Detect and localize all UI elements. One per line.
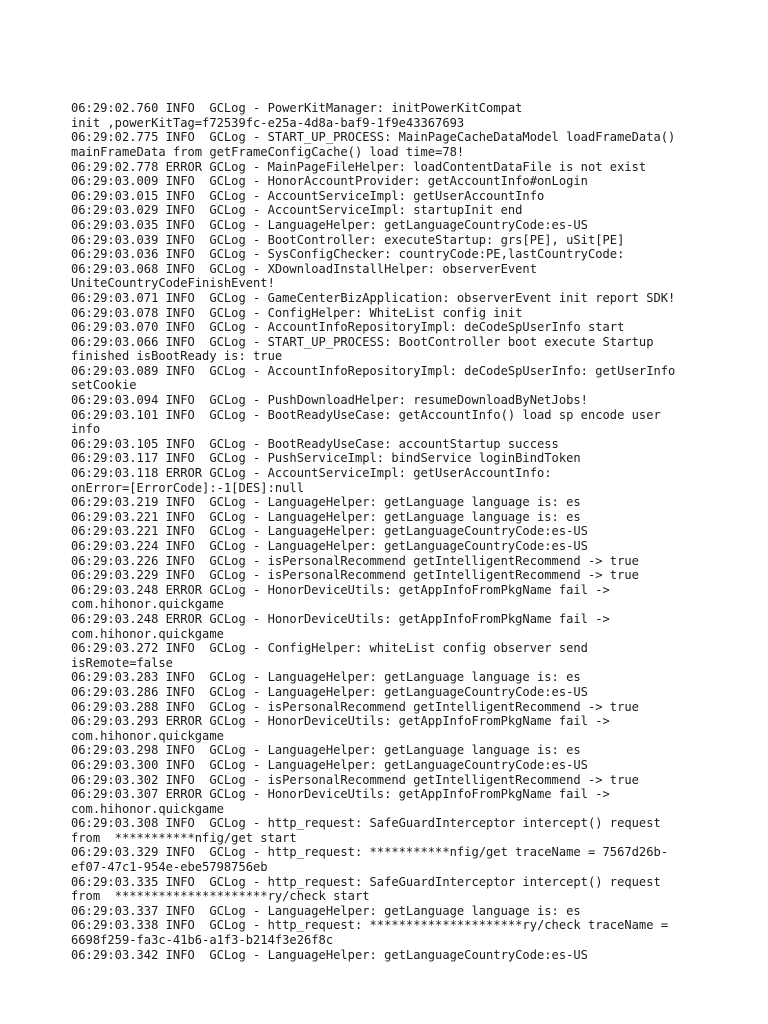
log-line: 06:29:02.778 ERROR GCLog - MainPageFileHelper: loadContentDataFile is not exist: [71, 159, 647, 174]
log-line: 06:29:03.286 INFO GCLog - LanguageHelper: getLanguageCountryCode:es-US: [71, 684, 588, 699]
log-line: 06:29:03.015 INFO GCLog - AccountServiceImpl: getUserAccountInfo: [71, 188, 545, 203]
log-line: 06:29:03.300 INFO GCLog - LanguageHelper: getLanguageCountryCode:es-US: [71, 757, 588, 772]
log-line: from *********************ry/check start: [71, 889, 370, 904]
log-line: com.hihonor.quickgame: [71, 597, 224, 612]
log-line: 06:29:03.039 INFO GCLog - BootController: executeStartup: grs[PE], uSit[PE]: [71, 232, 625, 247]
log-line: 06:29:03.329 INFO GCLog - http_request: ***********nfig/get traceName = 7567d26b-: [71, 845, 669, 860]
log-line: 06:29:03.029 INFO GCLog - AccountServiceImpl: startupInit end: [71, 203, 523, 218]
log-line: from ***********nfig/get start: [71, 830, 297, 845]
log-line: 06:29:03.009 INFO GCLog - HonorAccountProvider: getAccountInfo#onLogin: [71, 174, 588, 189]
log-line: 06:29:03.101 INFO GCLog - BootReadyUseCase: getAccountInfo() load sp encode user: [71, 407, 661, 422]
log-line: onError=[ErrorCode]:-1[DES]:null: [71, 480, 304, 495]
log-line: 06:29:03.302 INFO GCLog - isPersonalRecommend getIntelligentRecommend -> true: [71, 772, 639, 787]
log-line: 06:29:03.293 ERROR GCLog - HonorDeviceUtils: getAppInfoFromPkgName fail ->: [71, 714, 610, 729]
log-line: 06:29:03.248 ERROR GCLog - HonorDeviceUtils: getAppInfoFromPkgName fail ->: [71, 611, 610, 626]
log-line: 06:29:03.068 INFO GCLog - XDownloadInstallHelper: observerEvent: [71, 261, 537, 276]
log-line: info: [71, 422, 101, 437]
log-line: 06:29:03.337 INFO GCLog - LanguageHelper: getLanguage language is: es: [71, 903, 581, 918]
log-line: com.hihonor.quickgame: [71, 626, 224, 641]
log-line: 06:29:03.070 INFO GCLog - AccountInfoRepositoryImpl: deCodeSpUserInfo start: [71, 320, 625, 335]
log-line: 06:29:03.035 INFO GCLog - LanguageHelper: getLanguageCountryCode:es-US: [71, 217, 588, 232]
log-line: 06:29:03.221 INFO GCLog - LanguageHelper: getLanguageCountryCode:es-US: [71, 524, 588, 539]
log-line: 06:29:03.071 INFO GCLog - GameCenterBizApplication: observerEvent init report SDK!: [71, 290, 676, 305]
log-document: [71, 72, 761, 962]
log-line: com.hihonor.quickgame: [71, 728, 224, 743]
log-line: 06:29:03.342 INFO GCLog - LanguageHelper: getLanguageCountryCode:es-US: [71, 947, 588, 962]
log-line: ef07-47c1-954e-ebe5798756eb: [71, 860, 268, 875]
log-line: 06:29:03.105 INFO GCLog - BootReadyUseCase: accountStartup success: [71, 436, 559, 451]
log-line: isRemote=false: [71, 655, 173, 670]
log-line: 06:29:02.775 INFO GCLog - START_UP_PROCESS: MainPageCacheDataModel loadFrameData(): [71, 130, 676, 145]
log-line: 06:29:03.117 INFO GCLog - PushServiceImpl: bindService loginBindToken: [71, 451, 581, 466]
log-line: 06:29:03.036 INFO GCLog - SysConfigChecker: countryCode:PE,lastCountryCode:: [71, 247, 625, 262]
log-line: 06:29:03.221 INFO GCLog - LanguageHelper: getLanguage language is: es: [71, 509, 581, 524]
log-line: 06:29:03.094 INFO GCLog - PushDownloadHelper: resumeDownloadByNetJobs!: [71, 393, 588, 408]
log-line: 06:29:03.283 INFO GCLog - LanguageHelper: getLanguage language is: es: [71, 670, 581, 685]
log-line: 06:29:03.219 INFO GCLog - LanguageHelper: getLanguage language is: es: [71, 495, 581, 510]
log-line: 06:29:03.078 INFO GCLog - ConfigHelper: WhiteList config init: [71, 305, 523, 320]
log-line: 06:29:03.298 INFO GCLog - LanguageHelper: getLanguage language is: es: [71, 743, 581, 758]
log-line: 06:29:03.224 INFO GCLog - LanguageHelper: getLanguageCountryCode:es-US: [71, 539, 588, 553]
log-line: setCookie: [71, 378, 137, 393]
log-line: com.hihonor.quickgame: [71, 801, 224, 816]
log-line: 06:29:03.272 INFO GCLog - ConfigHelper: whiteList config observer send: [71, 641, 588, 656]
log-line: 06:29:03.308 INFO GCLog - http_request: SafeGuardInterceptor intercept() request: [71, 816, 661, 831]
log-line: 06:29:03.338 INFO GCLog - http_request: *********************ry/check traceName =: [71, 918, 669, 933]
log-line: 06:29:03.089 INFO GCLog - AccountInfoRepositoryImpl: deCodeSpUserInfo: getUserInfo: [71, 363, 676, 378]
log-line: init ,powerKitTag=f72539fc-e25a-4d8a-baf9-1f9e43367693: [71, 115, 465, 130]
log-line: 06:29:03.066 INFO GCLog - START_UP_PROCESS: BootController boot execute Startup: [71, 334, 654, 349]
log-line: 06:29:03.226 INFO GCLog - isPersonalRecommend getIntelligentRecommend -> true: [71, 553, 639, 568]
log-line: 06:29:03.229 INFO GCLog - isPersonalRecommend getIntelligentRecommend -> true: [71, 568, 639, 583]
log-line: 06:29:03.118 ERROR GCLog - AccountServiceImpl: getUserAccountInfo:: [71, 466, 552, 481]
log-line: 06:29:03.307 ERROR GCLog - HonorDeviceUtils: getAppInfoFromPkgName fail ->: [71, 787, 610, 802]
log-line: 06:29:02.760 INFO GCLog - PowerKitManager: initPowerKitCompat: [71, 101, 523, 116]
log-line: UniteCountryCodeFinishEvent!: [71, 276, 275, 291]
log-line: 06:29:03.248 ERROR GCLog - HonorDeviceUtils: getAppInfoFromPkgName fail ->: [71, 582, 610, 597]
log-line: 6698f259-fa3c-41b6-a1f3-b214f3e26f8c: [71, 933, 334, 948]
log-line: finished isBootReady is: true: [71, 349, 283, 364]
log-line: mainFrameData from getFrameConfigCache() load time=78!: [71, 144, 465, 159]
log-line: 06:29:03.335 INFO GCLog - http_request: SafeGuardInterceptor intercept() request: [71, 874, 661, 889]
log-line: 06:29:03.288 INFO GCLog - isPersonalRecommend getIntelligentRecommend -> true: [71, 699, 639, 714]
